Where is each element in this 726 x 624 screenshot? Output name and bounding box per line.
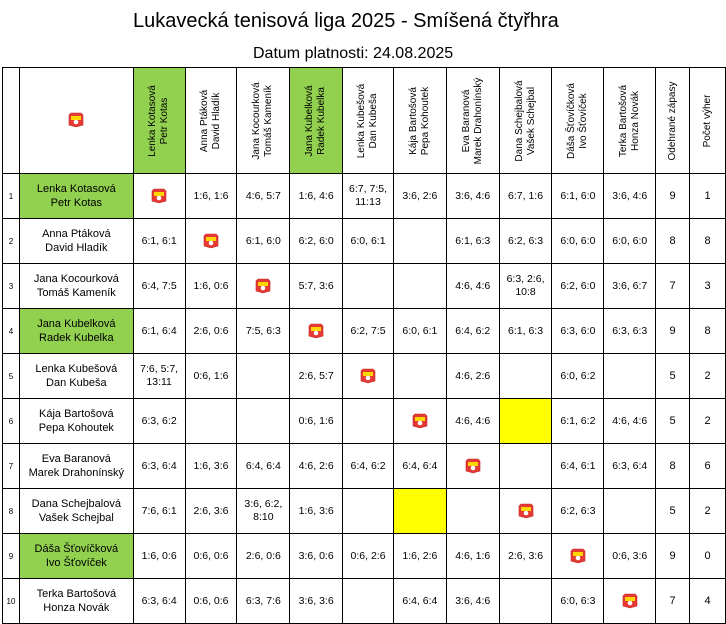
player-2-name: Vašek Schejbal: [38, 512, 114, 524]
score-cell: 3:6, 4:6: [446, 174, 499, 219]
score-cell: [185, 399, 237, 444]
score-cell: 0:6, 0:6: [185, 579, 237, 624]
table-row: [3, 264, 726, 309]
player-1-name: Eva Baranová: [41, 453, 111, 465]
row-number: 3: [3, 264, 20, 309]
row-number: 10: [3, 579, 20, 624]
score-cell: 1:6, 2:6: [393, 534, 446, 579]
score-cell: [343, 489, 394, 534]
player-2-name: Ivo Šťovíček: [45, 557, 107, 569]
score-cell: 4:6, 5:7: [237, 174, 290, 219]
corner-cell: [3, 68, 20, 174]
column-player-2: Pepa Kohoutek: [419, 86, 431, 155]
self-match-cell: [499, 489, 552, 534]
team-name-cell: [19, 534, 133, 579]
club-logo-icon: [255, 278, 271, 294]
column-player-2: Petr Kotas: [159, 97, 171, 144]
player-1-name: Anna Ptáková: [42, 228, 111, 240]
validity-date: Datum platnosti: 24.08.2025: [253, 45, 454, 62]
club-logo-icon: [68, 112, 84, 128]
table-row: [3, 309, 726, 354]
score-cell: 4:6, 2:6: [290, 444, 343, 489]
score-cell: 6:0, 6:1: [343, 219, 394, 264]
score-cell: 4:6, 2:6: [446, 354, 499, 399]
player-2-name: Tomáš Kameník: [36, 287, 116, 299]
score-cell: 4:6, 1:6: [446, 534, 499, 579]
score-cell: 6:1, 6:0: [552, 174, 604, 219]
wins-count: 2: [690, 399, 726, 444]
score-cell: 6:3, 7:6: [237, 579, 290, 624]
column-player-1: Dana Schejbalová: [513, 79, 525, 162]
played-count: 7: [656, 264, 690, 309]
self-match-cell: [393, 399, 446, 444]
self-match-cell: [604, 579, 656, 624]
score-cell: 2:6, 0:6: [237, 534, 290, 579]
score-cell: 6:4, 6:2: [343, 444, 394, 489]
team-name-cell: [19, 219, 133, 264]
score-cell: 6:0, 6:1: [393, 309, 446, 354]
score-cell: 6:3, 6:4: [133, 579, 185, 624]
club-logo-icon: [308, 323, 324, 339]
wins-header: Počet výher: [690, 68, 726, 174]
played-count: 8: [656, 219, 690, 264]
column-player-1: Lenka Kotasová: [147, 84, 159, 157]
score-cell: 0:6, 0:6: [185, 534, 237, 579]
club-logo-icon: [360, 368, 376, 384]
team-name-cell: [19, 264, 133, 309]
score-cell: 6:1, 6:4: [133, 309, 185, 354]
score-cell: 6:4, 6:4: [237, 444, 290, 489]
wins-count: 2: [690, 354, 726, 399]
score-cell: [604, 354, 656, 399]
row-number: 1: [3, 174, 20, 219]
highlighted-cell: [499, 399, 552, 444]
player-2-name: David Hladík: [45, 242, 108, 254]
wins-count: 0: [690, 534, 726, 579]
column-player-1: Lenka Kubešová: [356, 83, 368, 158]
played-count: 9: [656, 309, 690, 354]
row-number: 6: [3, 399, 20, 444]
score-cell: 3:6, 2:6: [393, 174, 446, 219]
score-cell: 1:6, 3:6: [185, 444, 237, 489]
highlighted-cell: [393, 489, 446, 534]
self-match-cell: [237, 264, 290, 309]
player-1-name: Terka Bartošová: [36, 588, 117, 600]
club-logo-icon: [412, 413, 428, 429]
column-player-1: Eva Baranová: [460, 89, 472, 152]
player-1-name: Jana Kocourková: [33, 273, 119, 285]
team-name-cell: [19, 399, 133, 444]
player-2-name: Petr Kotas: [50, 197, 102, 209]
score-cell: 6:0, 6:0: [604, 219, 656, 264]
column-player-2: Honza Novák: [629, 90, 641, 151]
score-cell: [237, 399, 290, 444]
score-cell: 6:2, 6:0: [552, 264, 604, 309]
wins-count: 6: [690, 444, 726, 489]
row-number: 9: [3, 534, 20, 579]
score-cell: [446, 489, 499, 534]
column-player-1: Terka Bartošová: [617, 84, 629, 157]
score-cell: 1:6, 4:6: [290, 174, 343, 219]
column-header: [552, 68, 604, 174]
played-count: 5: [656, 354, 690, 399]
score-cell: 7:5, 6:3: [237, 309, 290, 354]
score-cell: 6:1, 6:3: [499, 309, 552, 354]
column-player-1: Kája Bartošová: [407, 86, 419, 155]
column-player-2: Dan Kubeša: [368, 92, 380, 149]
score-cell: 7:6, 5:7, 13:11: [133, 354, 185, 399]
club-logo-icon: [570, 548, 586, 564]
column-header: [185, 68, 237, 174]
wins-count: 8: [690, 219, 726, 264]
score-cell: 6:7, 1:6: [499, 174, 552, 219]
score-cell: 0:6, 1:6: [185, 354, 237, 399]
row-number: 8: [3, 489, 20, 534]
score-cell: 1:6, 0:6: [133, 534, 185, 579]
score-cell: 6:4, 6:4: [393, 444, 446, 489]
score-cell: 2:6, 3:6: [185, 489, 237, 534]
player-1-name: Kája Bartošová: [39, 408, 114, 420]
column-header: [393, 68, 446, 174]
score-cell: 6:0, 6:2: [552, 354, 604, 399]
played-count: 9: [656, 174, 690, 219]
team-name-cell: [19, 309, 133, 354]
club-logo-icon: [465, 458, 481, 474]
player-2-name: Radek Kubelka: [39, 332, 114, 344]
score-cell: 6:2, 6:3: [499, 219, 552, 264]
score-cell: [237, 354, 290, 399]
score-cell: 6:2, 6:3: [552, 489, 604, 534]
table-row: [3, 219, 726, 264]
self-match-cell: [552, 534, 604, 579]
column-header: [290, 68, 343, 174]
score-cell: 6:1, 6:1: [133, 219, 185, 264]
played-header: Odehrané zápasy: [656, 68, 690, 174]
score-cell: 6:4, 6:1: [552, 444, 604, 489]
played-count: 7: [656, 579, 690, 624]
player-1-name: Lenka Kotasová: [36, 183, 116, 195]
score-cell: 3:6, 6:7: [604, 264, 656, 309]
score-cell: 6:3, 6:4: [133, 444, 185, 489]
table-row: [3, 444, 726, 489]
player-1-name: Lenka Kubešová: [35, 363, 118, 375]
score-cell: [604, 489, 656, 534]
row-number: 4: [3, 309, 20, 354]
table-row: [3, 579, 726, 624]
table-row: [3, 534, 726, 579]
table-row: [3, 489, 726, 534]
wins-count: 2: [690, 489, 726, 534]
score-cell: 6:3, 6:4: [604, 444, 656, 489]
score-cell: 2:6, 0:6: [185, 309, 237, 354]
score-cell: 6:4, 6:4: [393, 579, 446, 624]
score-cell: 5:7, 3:6: [290, 264, 343, 309]
score-cell: 6:2, 7:5: [343, 309, 394, 354]
self-match-cell: [290, 309, 343, 354]
column-header: [446, 68, 499, 174]
score-cell: 6:1, 6:3: [446, 219, 499, 264]
score-cell: [393, 264, 446, 309]
played-count: 5: [656, 489, 690, 534]
score-cell: 6:3, 2:6, 10:8: [499, 264, 552, 309]
player-1-name: Dana Schejbalová: [31, 498, 121, 510]
played-count: 9: [656, 534, 690, 579]
column-player-2: Vašek Schejbal: [525, 86, 537, 155]
header-row: [3, 68, 726, 174]
score-cell: 6:4, 6:2: [446, 309, 499, 354]
team-name-cell: [19, 444, 133, 489]
column-player-1: Anna Ptáková: [199, 89, 210, 152]
score-cell: 1:6, 1:6: [185, 174, 237, 219]
played-count: 8: [656, 444, 690, 489]
page-title: Lukavecká tenisová liga 2025 - Smíšená čtyřhra: [133, 10, 559, 32]
score-cell: 1:6, 3:6: [290, 489, 343, 534]
score-cell: 1:6, 0:6: [185, 264, 237, 309]
column-player-1: Jana Kubelková: [304, 84, 316, 157]
row-number: 7: [3, 444, 20, 489]
column-header: [499, 68, 552, 174]
score-cell: 7:6, 6:1: [133, 489, 185, 534]
score-cell: 4:6, 4:6: [446, 399, 499, 444]
column-player-2: Ivo Šťovíček: [577, 92, 589, 149]
score-cell: 0:6, 2:6: [343, 534, 394, 579]
self-match-cell: [185, 219, 237, 264]
column-player-2: Tomáš Kameník: [263, 84, 275, 157]
standings-table: [2, 67, 726, 624]
column-player-2: David Hladík: [211, 92, 222, 149]
table-row: [3, 354, 726, 399]
table-row: [3, 174, 726, 219]
team-name-cell: [19, 354, 133, 399]
club-logo-icon: [203, 233, 219, 249]
score-cell: [499, 579, 552, 624]
score-cell: 6:3, 6:2: [133, 399, 185, 444]
column-player-1: Jana Kocourková: [251, 81, 263, 160]
score-cell: 3:6, 6:2, 8:10: [237, 489, 290, 534]
score-cell: [499, 354, 552, 399]
corner-logo-cell: [19, 68, 133, 174]
column-header: [343, 68, 394, 174]
column-player-2: Radek Kubelka: [316, 86, 328, 155]
self-match-cell: [343, 354, 394, 399]
score-cell: 6:3, 6:0: [552, 309, 604, 354]
wins-count: 4: [690, 579, 726, 624]
score-cell: 6:0, 6:0: [552, 219, 604, 264]
club-logo-icon: [518, 503, 534, 519]
score-cell: 3:6, 4:6: [446, 579, 499, 624]
score-cell: 6:2, 6:0: [290, 219, 343, 264]
player-2-name: Pepa Kohoutek: [38, 422, 114, 434]
row-number: 5: [3, 354, 20, 399]
score-cell: 6:3, 6:3: [604, 309, 656, 354]
score-cell: 6:1, 6:2: [552, 399, 604, 444]
player-2-name: Marek Drahonínský: [28, 467, 125, 479]
score-cell: 3:6, 0:6: [290, 534, 343, 579]
player-1-name: Dáša Šťovíčková: [34, 543, 119, 555]
row-number: 2: [3, 219, 20, 264]
column-player-1: Dáša Šťovíčková: [565, 82, 577, 159]
player-2-name: Dan Kubeša: [46, 377, 107, 389]
score-cell: 6:7, 7:5, 11:13: [343, 174, 394, 219]
score-cell: 3:6, 3:6: [290, 579, 343, 624]
wins-count: 8: [690, 309, 726, 354]
score-cell: 0:6, 1:6: [290, 399, 343, 444]
score-cell: [393, 219, 446, 264]
self-match-cell: [446, 444, 499, 489]
score-cell: 0:6, 3:6: [604, 534, 656, 579]
score-cell: 2:6, 5:7: [290, 354, 343, 399]
played-count: 5: [656, 399, 690, 444]
score-cell: 6:1, 6:0: [237, 219, 290, 264]
score-cell: [343, 399, 394, 444]
club-logo-icon: [151, 188, 167, 204]
team-name-cell: [19, 174, 133, 219]
score-cell: 2:6, 3:6: [499, 534, 552, 579]
player-2-name: Honza Novák: [43, 602, 110, 614]
score-cell: [499, 444, 552, 489]
column-header: [604, 68, 656, 174]
player-1-name: Jana Kubelková: [37, 318, 116, 330]
wins-count: 1: [690, 174, 726, 219]
column-header: [237, 68, 290, 174]
score-cell: 3:6, 4:6: [604, 174, 656, 219]
score-cell: [343, 579, 394, 624]
self-match-cell: [133, 174, 185, 219]
score-cell: 4:6, 4:6: [604, 399, 656, 444]
wins-count: 3: [690, 264, 726, 309]
score-cell: 6:0, 6:3: [552, 579, 604, 624]
club-logo-icon: [622, 593, 638, 609]
score-cell: 6:4, 7:5: [133, 264, 185, 309]
team-name-cell: [19, 579, 133, 624]
column-player-2: Marek Drahonínský: [472, 77, 484, 164]
table-row: [3, 399, 726, 444]
score-cell: [393, 354, 446, 399]
score-cell: [343, 264, 394, 309]
team-name-cell: [19, 489, 133, 534]
column-header: [133, 68, 185, 174]
score-cell: 4:6, 4:6: [446, 264, 499, 309]
